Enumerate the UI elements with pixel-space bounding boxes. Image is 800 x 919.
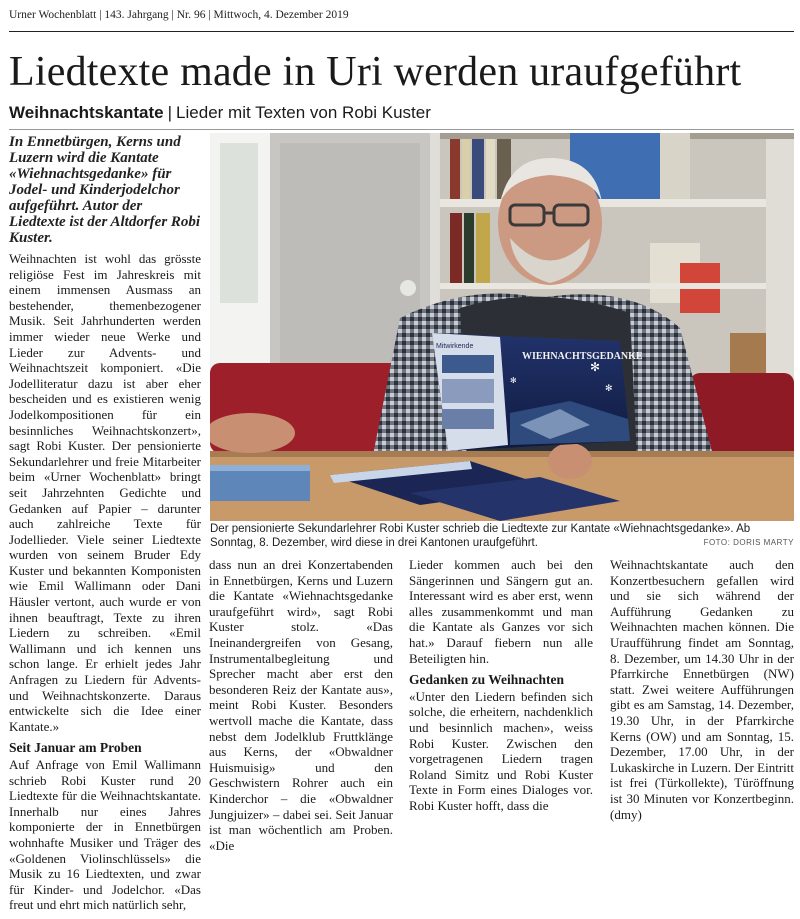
article-paragraph: Auf Anfrage von Emil Wallimann schrieb Robi Kuster rund 20 Liedtexte für die Weihnachtskantate. Innerhalb nur eines Jahres komponierte der in Ennetbürgen wohnhafte Musiker und Träger des «Goldenen Violinschlüssels» die Musik zu 16 Liedtexten, und zwar für Kinder- und Jodelchor. «Das freut und ehrt mich natürlich sehr, xyxy=(9,757,201,913)
kicker-text: Lieder mit Texten von Robi Kuster xyxy=(176,103,431,122)
article-photo xyxy=(210,133,794,521)
article-column-3 xyxy=(409,557,593,814)
article-paragraph: dass nun an drei Konzertabenden in Ennetbürgen, Kerns und Luzern die Kantate «Wiehnachtsgedanke uraufgeführt wird», sagt Robi Kuster stolz. «Das Ineinandergreifen von Gesang, Instrumentalbegleitung und Sprecher macht aber erst den besonderen Reiz der Kantate aus», meint Robi Kuster. Besonders wertvoll mache die Kantate, dass nebst dem Jodelklub Fruttklänge aus Kerns, der «Obwaldner Huismuisig» und den Geschwistern Rohrer auch ein Kinderchor – die «Obwaldner Jungjuizer» – dabei sei. Seit Januar ist man wöchentlich am Proben. «Die xyxy=(209,557,393,853)
snowflake-icon: ✻ xyxy=(510,376,517,385)
flyer-title: WIEHNACHTSGEDANKE xyxy=(522,351,643,362)
photo-robi-kuster-with-flyer xyxy=(210,133,794,521)
kicker xyxy=(9,103,794,123)
kicker-label: Weihnachtskantate xyxy=(9,103,164,122)
subheading-proben: Seit Januar am Proben xyxy=(9,740,142,756)
article-paragraph: Lieder kommen auch bei den Sängerinnen und Sängern gut an. Interessant wird es aber erst, wenn alles zusammenkommt und man die Kantate als Ganzes vor sich hat.» Darauf fiebern nun alle Beteiligten hin. xyxy=(409,557,593,666)
flyer-left-title: Mitwirkende xyxy=(436,343,474,350)
article-paragraph: «Unter den Liedern befinden sich solche, die erheitern, nachdenklich und besinnlich machen», weiss Robi Kuster. Zwischen den vorgetragenen Liedern tragen Roland Simitz und Robi Kuster Texte in Form eines Dialoges vor. Robi Kuster hofft, dass die xyxy=(409,688,593,813)
kicker-separator: | xyxy=(167,103,173,122)
headline: Liedtexte made in Uri werden uraufgeführt xyxy=(9,49,742,95)
snowflake-icon: ✻ xyxy=(605,384,613,394)
masthead: Urner Wochenblatt | 143. Jahrgang | Nr. 96 | Mittwoch, 4. Dezember 2019 xyxy=(9,9,349,21)
kicker-rule xyxy=(9,129,794,130)
lead-paragraph: In Ennetbürgen, Kerns und Luzern wird die Kantate «Wiehnachtsgedanke» für Jodel- und Kinderjodelchor aufgeführt. Autor der Liedtexte ist der Altdorfer Robi Kuster. xyxy=(9,134,201,246)
top-rule xyxy=(9,31,794,32)
article-column-2 xyxy=(209,557,393,853)
subheading-gedanken: Gedanken zu Weihnachten xyxy=(409,672,565,688)
article-paragraph: Weihnachtskantate auch den Konzertbesuchern gefallen wird und sie sich während der Aufführung Gedanken zu Weihnachten machen können. Die Uraufführung findet am Sonntag, 8. Dezember, um 14.30 Uhr in der Pfarrkirche Ennetbürgen (NW) statt. Zwei weitere Aufführungen gibt es am Samstag, 14. Dezember, 19.30 Uhr, in der Pfarrkirche Kerns (OW) und am Sonntag, 15. Dezember, 17.00 Uhr, in der Lukaskirche in Luzern. Der Eintritt ist frei (Türkollekte), Türöffnung ist 30 Minuten vor Konzertbeginn. (dmy) xyxy=(610,557,794,822)
snowflake-icon: ✻ xyxy=(590,360,601,374)
photo-credit: FOTO: DORIS MARTY xyxy=(703,538,794,547)
article-column-4 xyxy=(610,557,794,822)
article-paragraph: Weihnachten ist wohl das grösste religiöse Fest im Jahreskreis mit einem immensen Ausmass an bestehender, themenbezogener Musik. Seit Jahrhunderten werden immer wieder neue Werke und Lieder zur Advents- und Weihnachtszeit komponiert. «Die Jodelliteratur dazu ist aber eher bescheiden und es existieren wenig Jodelkompositionen für ein besinnliches Weihnachtskonzert», sagt Robi Kuster. Der pensionierte Sekundarlehrer und freie Mitarbeiter beim «Urner Wochenblatt» bringt seit Jahrzehnten Gedichte und Gedanken auf Papier – darunter auch zahlreiche Texte für Jodellieder. Viele seiner Liedtexte wurden von seinem Bruder Edy Kuster und bekannten Komponisten wie Emil Wallimann oder Dani Häusler vertont, auch wurde er von ihnen beauftragt, Texte zu ihren Liedern zu schreiben. «Emil Wallimann und ich kennen uns schon lange. Er erhielt jedes Jahr Anfragen zu Liedern für Advents- und Weihnachtskonzerte. Daraus entwickelte sich die Idee einer Kantate.» xyxy=(9,251,201,734)
photo-caption: Der pensionierte Sekundarlehrer Robi Kuster schrieb die Liedtexte zur Kantate «Wiehnachtsgedanke». Ab Sonntag, 8. Dezember, wird diese in drei Kantonen uraufgeführt. xyxy=(210,523,751,549)
article-column-1 xyxy=(9,251,201,919)
